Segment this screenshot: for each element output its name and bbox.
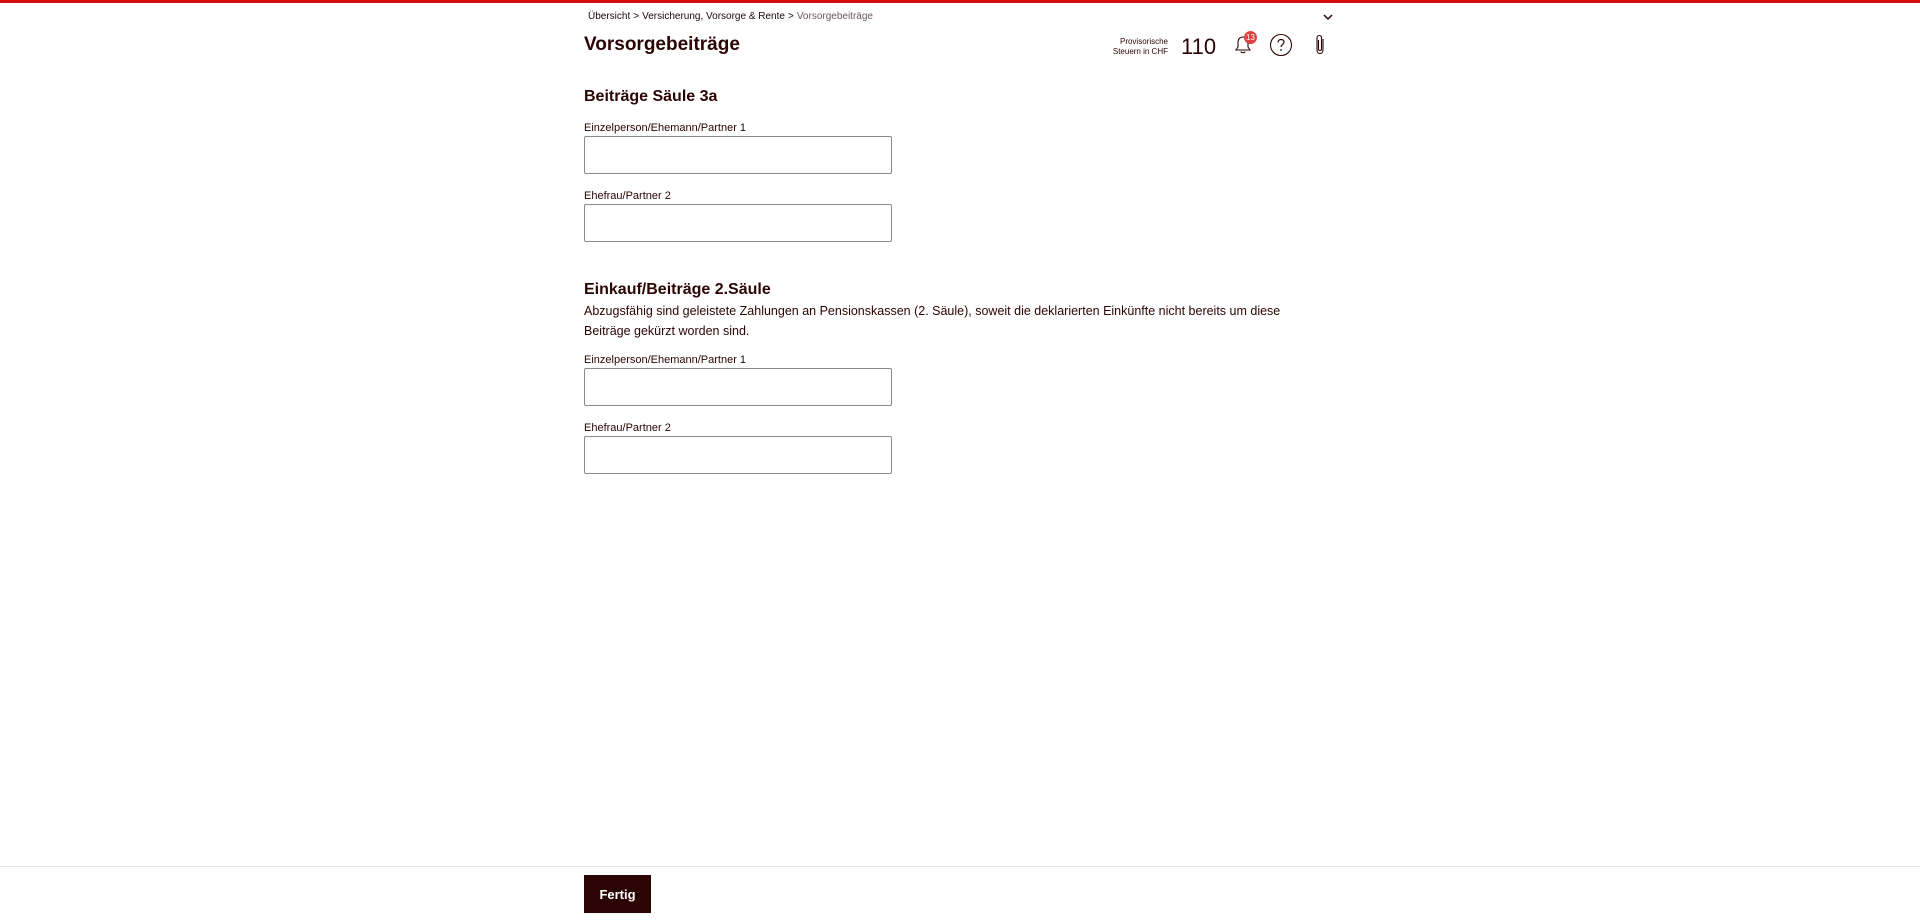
footer-bar [0,866,1920,920]
input-3a-partner2[interactable] [584,204,892,242]
field-label-3a-partner2: Ehefrau/Partner 2 [584,190,671,202]
section-title-3a: Beiträge Säule 3a [584,88,718,105]
section-description: Abzugsfähig sind geleistete Zahlungen an Pensionskassen (2. Säule), soweit die deklarierten Einkünfte nicht bereits um diese Beiträge gekürzt worden sind. [584,304,1281,338]
tax-label-line2: Steuern in CHF [1112,47,1168,56]
notification-badge: 13 [1244,31,1257,44]
input-3a-partner1[interactable] [584,136,892,174]
breadcrumb-current: Vorsorgebeiträge [796,11,873,22]
input-2-partner1[interactable] [584,368,892,406]
attachments-button[interactable] [1307,32,1333,58]
tax-label [1110,37,1168,57]
breadcrumb [588,11,873,22]
help-button[interactable] [1268,32,1294,58]
paperclip-icon [1312,33,1328,57]
tax-label-line1: Provisorische [1119,37,1168,46]
chevron-down-icon[interactable] [1322,10,1334,22]
field-label-2-partner1: Einzelperson/Ehemann/Partner 1 [584,354,747,366]
notifications-button[interactable] [1230,32,1256,58]
section-title-2nd-pillar: Einkauf/Beiträge 2.Säule [584,281,771,298]
breadcrumb-separator: > [633,11,640,22]
breadcrumb-item-overview[interactable]: Übersicht [588,11,631,22]
tax-value: 110 [1181,34,1217,59]
field-label-2-partner2: Ehefrau/Partner 2 [584,422,671,434]
done-button[interactable]: Fertig [584,875,651,913]
provisional-tax [1110,34,1216,60]
input-2-partner2[interactable] [584,436,892,474]
help-icon [1269,33,1293,57]
field-label-3a-partner1: Einzelperson/Ehemann/Partner 1 [584,122,747,134]
page-title: Vorsorgebeiträge [584,34,740,55]
breadcrumb-item-insurance[interactable]: Versicherung, Vorsorge & Rente [642,11,785,22]
breadcrumb-separator: > [787,11,794,22]
top-accent-bar [0,0,1920,3]
